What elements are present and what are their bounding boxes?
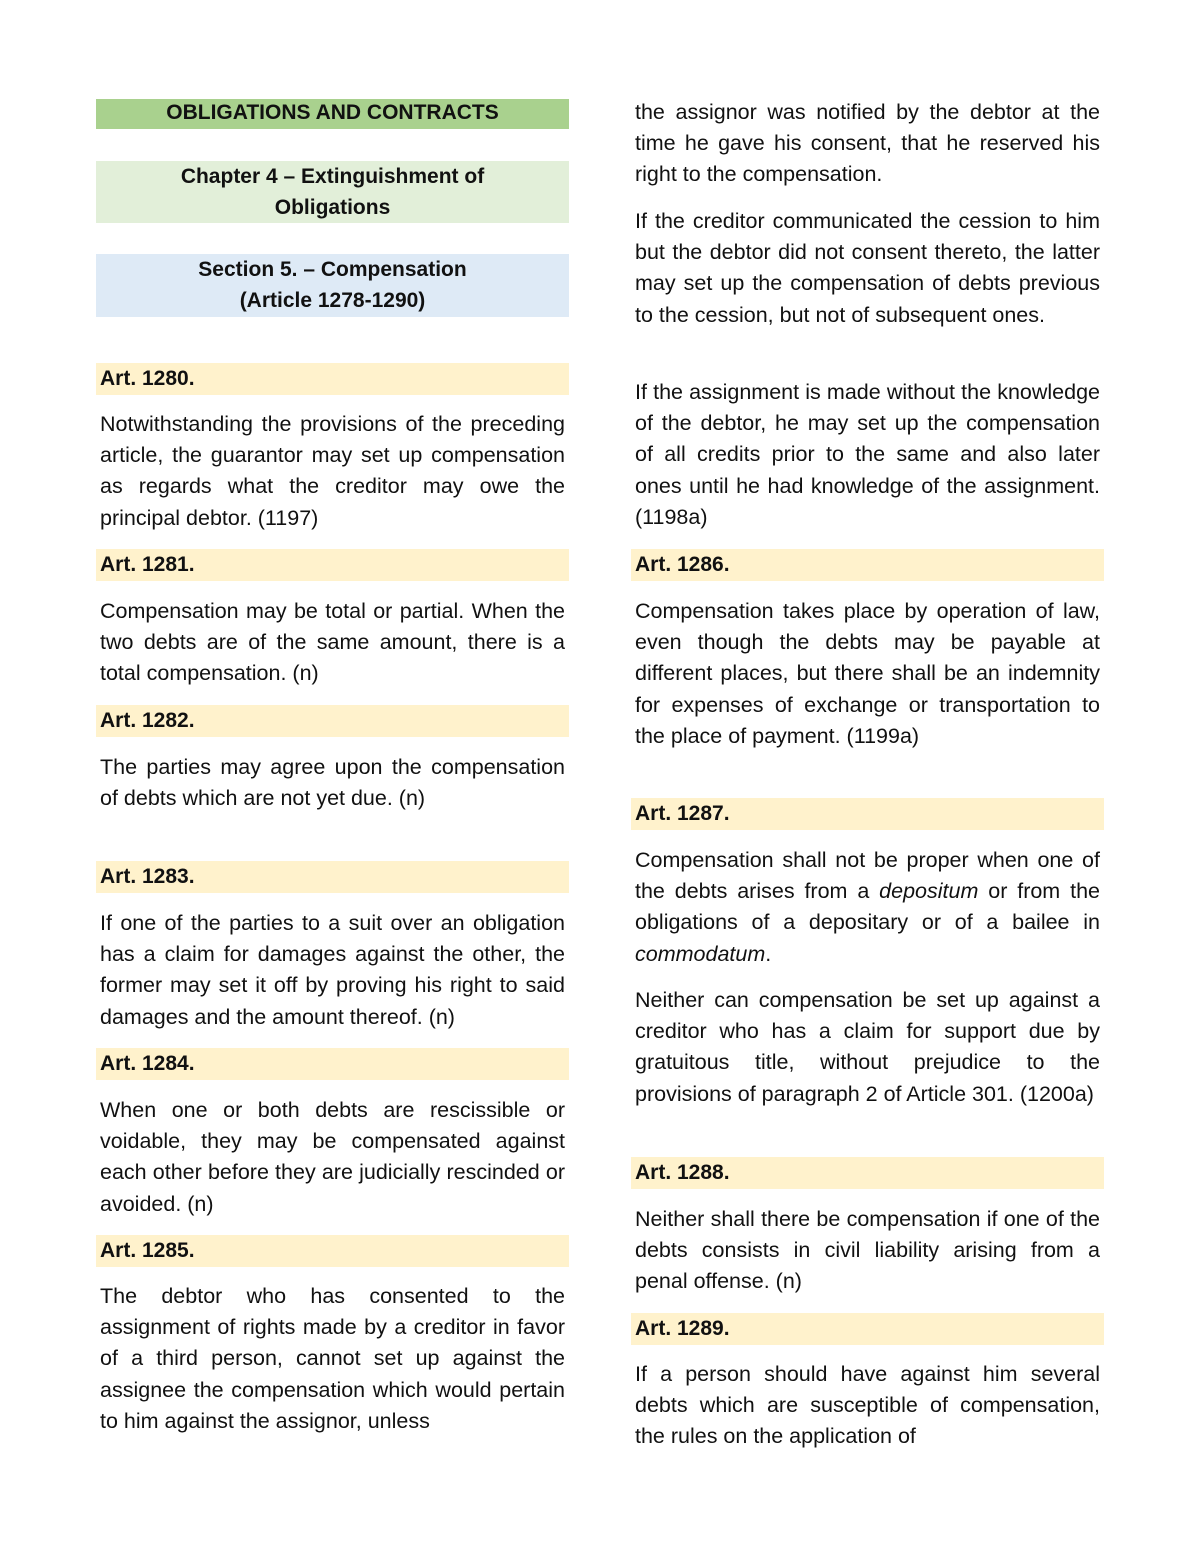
section-heading-line1: Section 5. – Compensation — [198, 258, 467, 281]
section-heading-line2: (Article 1278-1290) — [239, 289, 426, 312]
article-heading-1284: Art. 1284. — [96, 1048, 569, 1080]
article-1285-continued-p1: the assignor was notified by the debtor at the time he gave his consent, that he reserved his right to the compensation. — [635, 100, 1100, 187]
chapter-heading-line1: Chapter 4 – Extinguishment of — [180, 165, 485, 188]
term-commodatum: commodatum — [635, 941, 766, 966]
chapter-heading-line2: Obligations — [274, 196, 391, 219]
article-text-1281: Compensation may be total or partial. When the two debts are of the same amount, there is a total compensation. (n) — [100, 599, 565, 686]
article-text-1284: When one or both debts are rescissible or voidable, they may be compensated against each other before they are judicially rescinded or avoided. (n) — [100, 1098, 565, 1216]
article-text-1285: The debtor who has consented to the assignment of rights made by a creditor in favor of a third person, cannot set up against the assignee the compensation which would pertain to him against the assignor, unless — [100, 1284, 565, 1433]
term-depositum: depositum — [879, 879, 979, 904]
article-heading-1281: Art. 1281. — [96, 549, 569, 581]
article-text-1287-p1 — [635, 845, 1100, 970]
article-text-1289: If a person should have against him several debts which are susceptible of compensation, the rules on the application of — [635, 1362, 1100, 1449]
article-text-1280: Notwithstanding the provisions of the preceding article, the guarantor may set up compensation as regards what the creditor may owe the principal debtor. (1197) — [100, 412, 565, 530]
article-text-1286: Compensation takes place by operation of law, even though the debts may be payable at different places, but there shall be an indemnity for expenses of exchange or transportation to the place of payment. (1199a) — [635, 599, 1100, 748]
chapter-heading — [96, 161, 569, 223]
article-1285-continued-p2: If the creditor communicated the cession to him but the debtor did not consent thereto, the latter may set up the compensation of debts previous to the cession, but not of subsequent ones. — [635, 209, 1100, 327]
article-heading-1289: Art. 1289. — [631, 1313, 1104, 1345]
article-heading-1280: Art. 1280. — [96, 363, 569, 395]
section-heading — [96, 254, 569, 317]
article-text-1287-part-b: or from the obligations of a depositary or of a bailee in — [635, 879, 1100, 935]
article-heading-1287: Art. 1287. — [631, 798, 1104, 830]
document-title: OBLIGATIONS AND CONTRACTS — [96, 99, 569, 129]
article-heading-1286: Art. 1286. — [631, 549, 1104, 581]
article-heading-1282: Art. 1282. — [96, 705, 569, 737]
article-text-1288: Neither shall there be compensation if one of the debts consists in civil liability arising from a penal offense. (n) — [635, 1207, 1100, 1294]
article-text-1287-part-c: . — [765, 941, 772, 966]
article-heading-1283: Art. 1283. — [96, 861, 569, 893]
article-heading-1288: Art. 1288. — [631, 1157, 1104, 1189]
article-heading-1285: Art. 1285. — [96, 1235, 569, 1267]
article-text-1282: The parties may agree upon the compensation of debts which are not yet due. (n) — [100, 755, 565, 811]
article-text-1287-part-a: Compensation shall not be proper when one of the debts arises from a — [635, 848, 1100, 904]
article-text-1287-p2: Neither can compensation be set up against a creditor who has a claim for support due by gratuitous title, without prejudice to the provisions of paragraph 2 of Article 301. (1200a) — [635, 988, 1100, 1106]
article-1285-continued-p3: If the assignment is made without the knowledge of the debtor, he may set up the compensation of all credits prior to the same and also later ones until he had knowledge of the assignment. (1198a) — [635, 380, 1100, 529]
article-text-1283: If one of the parties to a suit over an obligation has a claim for damages against the other, the former may set it off by proving his right to said damages and the amount thereof. (n) — [100, 911, 565, 1029]
